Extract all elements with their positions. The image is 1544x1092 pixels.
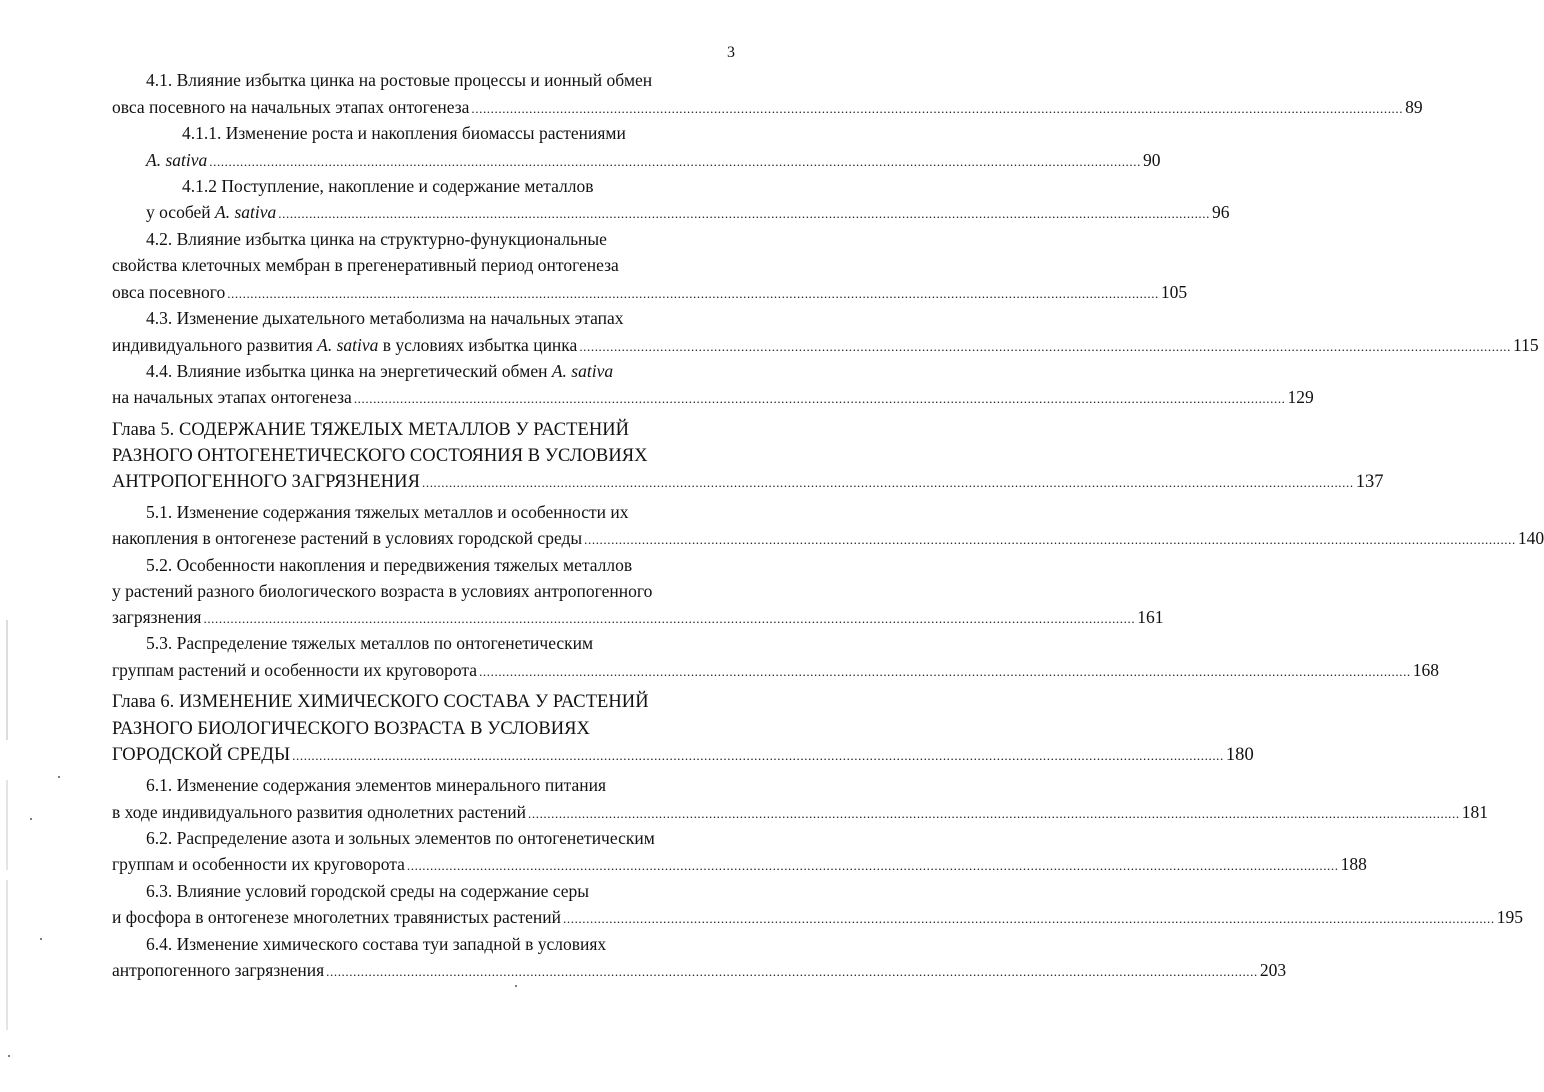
toc-text: накопления в онтогенезе растений в условиях городской среды [112,528,583,548]
toc-entry-5-2-line-3 [112,606,1164,630]
toc-text: у особей A. sativa [146,202,277,222]
toc-text: на начальных этапах онтогенеза [112,387,352,407]
toc-entry-4-1-line-1: 4.1. Влияние избытка цинка на ростовые процессы и ионный обмен [146,70,653,90]
toc-leader: .................................................................................................................................................................................................................................................. [563,911,1495,926]
scan-speck [40,938,42,940]
toc-leader: .................................................................................................................................................................................................................................................. [584,532,1516,547]
toc-page: 129 [1287,387,1314,407]
toc-entry-4-1-1-line-2 [146,149,1161,173]
page-number: 3 [727,44,735,61]
toc-leader: .................................................................................................................................................................................................................................................. [326,964,1258,979]
toc-page: 89 [1405,97,1423,117]
toc-entry-6-3-line-1: 6.3. Влияние условий городской среды на содержание серы [146,881,589,901]
toc-entry-5-3-line-2 [112,659,1440,683]
toc-entry-4-1-2-line-1: 4.1.2 Поступление, накопление и содержание металлов [182,176,594,196]
toc-entry-4-4-line-1: 4.4. Влияние избытка цинка на энергетический обмен A. sativa [146,361,614,381]
toc-text: в ходе индивидуального развития однолетних растений [112,802,527,822]
scan-speck [8,1055,10,1057]
toc-text: A. sativa [146,150,208,170]
toc-text: и фосфора в онтогенезе многолетних травянистых растений [112,907,562,927]
toc-entry-5-2-line-1: 5.2. Особенности накопления и передвижения тяжелых металлов [146,555,633,575]
toc-entry-4-1-2-line-2 [146,201,1230,225]
toc-leader: .................................................................................................................................................................................................................................................. [227,286,1159,301]
toc-page: 180 [1225,745,1254,765]
toc-entry-6-1-line-2 [112,801,1488,825]
toc-leader: .................................................................................................................................................................................................................................................. [292,748,1224,763]
toc-page: 161 [1137,607,1164,627]
scan-speck [58,776,60,778]
toc-page: 96 [1211,202,1230,222]
toc-page: 105 [1160,282,1188,302]
toc-leader: .................................................................................................................................................................................................................................................. [422,475,1354,490]
toc-page: 140 [1517,528,1544,548]
toc-entry-4-4-line-2 [112,386,1314,410]
toc-leader: .................................................................................................................................................................................................................................................. [479,664,1411,679]
toc-leader: .................................................................................................................................................................................................................................................. [278,206,1210,221]
toc-page: 203 [1259,960,1287,980]
toc-leader: .................................................................................................................................................................................................................................................. [353,391,1286,406]
toc-page: 137 [1355,472,1384,492]
chapter-6-heading-line-3 [112,744,1254,767]
chapter-5-heading-line-1: Глава 5. СОДЕРЖАНИЕ ТЯЖЕЛЫХ МЕТАЛЛОВ У РАСТЕНИЙ [112,420,630,440]
toc-page: 188 [1340,854,1367,874]
scan-speck [30,818,32,820]
toc-entry-6-3-line-2 [112,906,1523,930]
toc-entry-5-1-line-1: 5.1. Изменение содержания тяжелых металлов и особенности их [146,502,629,522]
toc-text: овса посевного на начальных этапах онтогенеза [112,97,470,117]
scan-edge-mark [6,620,8,740]
toc-page: 115 [1513,335,1539,355]
toc-text: индивидуального развития A. sativa в условиях избытка цинка [112,335,578,355]
scan-speck [515,985,517,987]
toc-page: 195 [1496,907,1523,927]
toc-text: АНТРОПОГЕННОГО ЗАГРЯЗНЕНИЯ [112,472,420,492]
scan-edge-mark [6,780,8,870]
toc-text: антропогенного загрязнения [112,960,325,980]
toc-page: 90 [1142,150,1161,170]
toc-page: 181 [1461,802,1488,822]
toc-entry-6-4-line-1: 6.4. Изменение химического состава туи западной в условиях [146,934,607,954]
toc-entry-4-2-line-1: 4.2. Влияние избытка цинка на структурно-фунукциональные [146,229,607,249]
toc-entry-5-3-line-1: 5.3. Распределение тяжелых металлов по онтогенетическим [146,633,594,653]
toc-leader: .................................................................................................................................................................................................................................................. [209,154,1141,169]
chapter-5-heading-line-3 [112,471,1384,494]
toc-text: группам и особенности их круговорота [112,854,405,874]
toc-leader: .................................................................................................................................................................................................................................................. [528,806,1460,821]
toc-leader: .................................................................................................................................................................................................................................................. [406,858,1339,873]
toc-entry-4-1-1-line-1: 4.1.1. Изменение роста и накопления биомассы растениями [182,123,626,143]
toc-entry-4-2-line-3 [112,281,1188,305]
scan-edge-mark [6,880,8,1030]
toc-text: ГОРОДСКОЙ СРЕДЫ [112,745,291,765]
toc-entry-4-1-line-2 [112,96,1423,120]
toc-text: загрязнения [112,607,202,627]
toc-entry-6-2-line-2 [112,853,1367,877]
chapter-6-heading-line-1: Глава 6. ИЗМЕНЕНИЕ ХИМИЧЕСКОГО СОСТАВА У РАСТЕНИЙ [112,692,649,712]
toc-page: 168 [1412,660,1440,680]
toc-leader: .................................................................................................................................................................................................................................................. [471,101,1404,116]
toc-entry-5-2-line-2: у растений разного биологического возраста в условиях антропогенного [112,581,653,601]
toc-leader: .................................................................................................................................................................................................................................................. [579,339,1512,354]
toc-text: группам растений и особенности их круговорота [112,660,478,680]
toc-entry-6-4-line-2 [112,959,1287,983]
chapter-5-heading-line-2: РАЗНОГО ОНТОГЕНЕТИЧЕСКОГО СОСТОЯНИЯ В УСЛОВИЯХ [112,446,648,466]
toc-entry-5-1-line-2 [112,527,1544,551]
toc-entry-6-2-line-1: 6.2. Распределение азота и зольных элементов по онтогенетическим [146,828,655,848]
toc-text: овса посевного [112,282,226,302]
toc-entry-6-1-line-1: 6.1. Изменение содержания элементов минерального питания [146,775,607,795]
chapter-6-heading-line-2: РАЗНОГО БИОЛОГИЧЕСКОГО ВОЗРАСТА В УСЛОВИЯХ [112,719,590,739]
toc-entry-4-2-line-2: свойства клеточных мембран в прегенеративный период онтогенеза [112,255,619,275]
toc-entry-4-3-line-1: 4.3. Изменение дыхательного метаболизма на начальных этапах [146,308,624,328]
toc-leader: .................................................................................................................................................................................................................................................. [203,611,1136,626]
toc-entry-4-3-line-2 [112,334,1539,358]
